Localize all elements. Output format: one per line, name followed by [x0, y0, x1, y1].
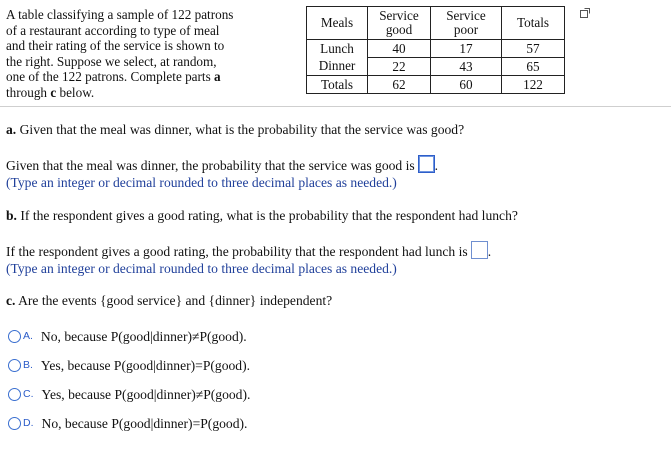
- intro-bold-c: c: [50, 84, 57, 100]
- part-b-question: [6, 207, 518, 224]
- radio-a[interactable]: [8, 330, 21, 343]
- part-c-question-text: Are the events {good service} and {dinner} independent?: [15, 293, 333, 308]
- header-good-line1: Service: [379, 8, 419, 23]
- part-c-label: c.: [6, 293, 16, 308]
- header-meals: Meals: [307, 7, 368, 40]
- choice-c[interactable]: [8, 386, 250, 403]
- choice-b-letter: B.: [23, 359, 33, 371]
- choice-a-text: No, because P(good|dinner)≠P(good).: [40, 329, 247, 344]
- header-good-line2: good: [385, 22, 413, 37]
- section-divider: [0, 106, 671, 107]
- part-a-hint: (Type an integer or decimal rounded to three decimal places as needed.): [6, 175, 397, 190]
- intro-line-4: the right. Suppose we select, at random,: [6, 53, 217, 69]
- part-a-question-text: Given that the meal was dinner, what is the probability that the service was good?: [16, 122, 465, 137]
- expand-table-icon[interactable]: [580, 8, 590, 18]
- choice-d-letter: D.: [23, 417, 34, 429]
- cell-total: 57: [502, 40, 565, 58]
- part-b-hint: (Type an integer or decimal rounded to three decimal places as needed.): [6, 261, 397, 276]
- part-a-answer-line: [6, 155, 438, 174]
- part-b-answer-input[interactable]: [471, 241, 488, 259]
- choice-b[interactable]: [8, 357, 250, 374]
- intro-line-6: through: [6, 84, 51, 100]
- cell-total: 65: [502, 58, 565, 76]
- intro-line-3: and their rating of the service is shown to: [6, 38, 225, 54]
- cell-poor: 17: [431, 40, 502, 58]
- part-b-answer-prefix: If the respondent gives a good rating, the probability that the respondent had lunch is: [6, 244, 468, 259]
- part-b-label: b.: [6, 208, 17, 223]
- part-a-answer-input[interactable]: [418, 155, 435, 173]
- part-b-question-text: If the respondent gives a good rating, what is the probability that the respondent had lunch?: [16, 208, 518, 223]
- table-row: [307, 76, 565, 94]
- table-row: [307, 58, 565, 76]
- row-label: Totals: [307, 76, 368, 94]
- cell-total: 122: [502, 76, 565, 94]
- period: .: [434, 158, 439, 173]
- part-a-answer-prefix: Given that the meal was dinner, the probability that the service was good is: [6, 158, 415, 173]
- radio-b[interactable]: [8, 359, 21, 372]
- choice-d[interactable]: [8, 415, 247, 432]
- choice-a[interactable]: [8, 328, 247, 345]
- header-service-poor: [431, 7, 502, 40]
- cell-good: 22: [368, 58, 431, 76]
- part-b-answer-line: [6, 241, 491, 260]
- choice-c-letter: C.: [23, 388, 34, 400]
- intro-line-2: of a restaurant according to type of meal: [6, 22, 220, 38]
- intro-line-5: one of the 122 patrons. Complete parts: [6, 69, 215, 85]
- radio-d[interactable]: [8, 417, 21, 430]
- header-totals: Totals: [502, 7, 565, 40]
- header-poor-line1: Service: [446, 8, 486, 23]
- choice-a-letter: A.: [23, 330, 33, 342]
- row-label: Lunch: [307, 40, 368, 58]
- header-service-good: [368, 7, 431, 40]
- part-a-label: a.: [6, 122, 17, 137]
- intro-bold-a: a: [214, 69, 221, 85]
- period: .: [487, 244, 492, 259]
- choice-d-text: No, because P(good|dinner)=P(good).: [41, 416, 248, 431]
- part-c-question: [6, 292, 332, 309]
- part-a-question: [6, 121, 464, 138]
- problem-intro: [6, 7, 268, 101]
- cell-good: 40: [368, 40, 431, 58]
- intro-line-7: below.: [56, 84, 95, 100]
- row-label: Dinner: [307, 58, 368, 76]
- cell-poor: 43: [431, 58, 502, 76]
- table-row: [307, 40, 565, 58]
- radio-c[interactable]: [8, 388, 21, 401]
- cell-good: 62: [368, 76, 431, 94]
- cell-poor: 60: [431, 76, 502, 94]
- table-header-row: [307, 7, 565, 40]
- choice-c-text: Yes, because P(good|dinner)≠P(good).: [41, 387, 251, 402]
- choice-b-text: Yes, because P(good|dinner)=P(good).: [40, 358, 251, 373]
- header-poor-line2: poor: [453, 22, 479, 37]
- intro-line-1: A table classifying a sample of 122 patrons: [6, 7, 234, 22]
- contingency-table: [306, 6, 565, 94]
